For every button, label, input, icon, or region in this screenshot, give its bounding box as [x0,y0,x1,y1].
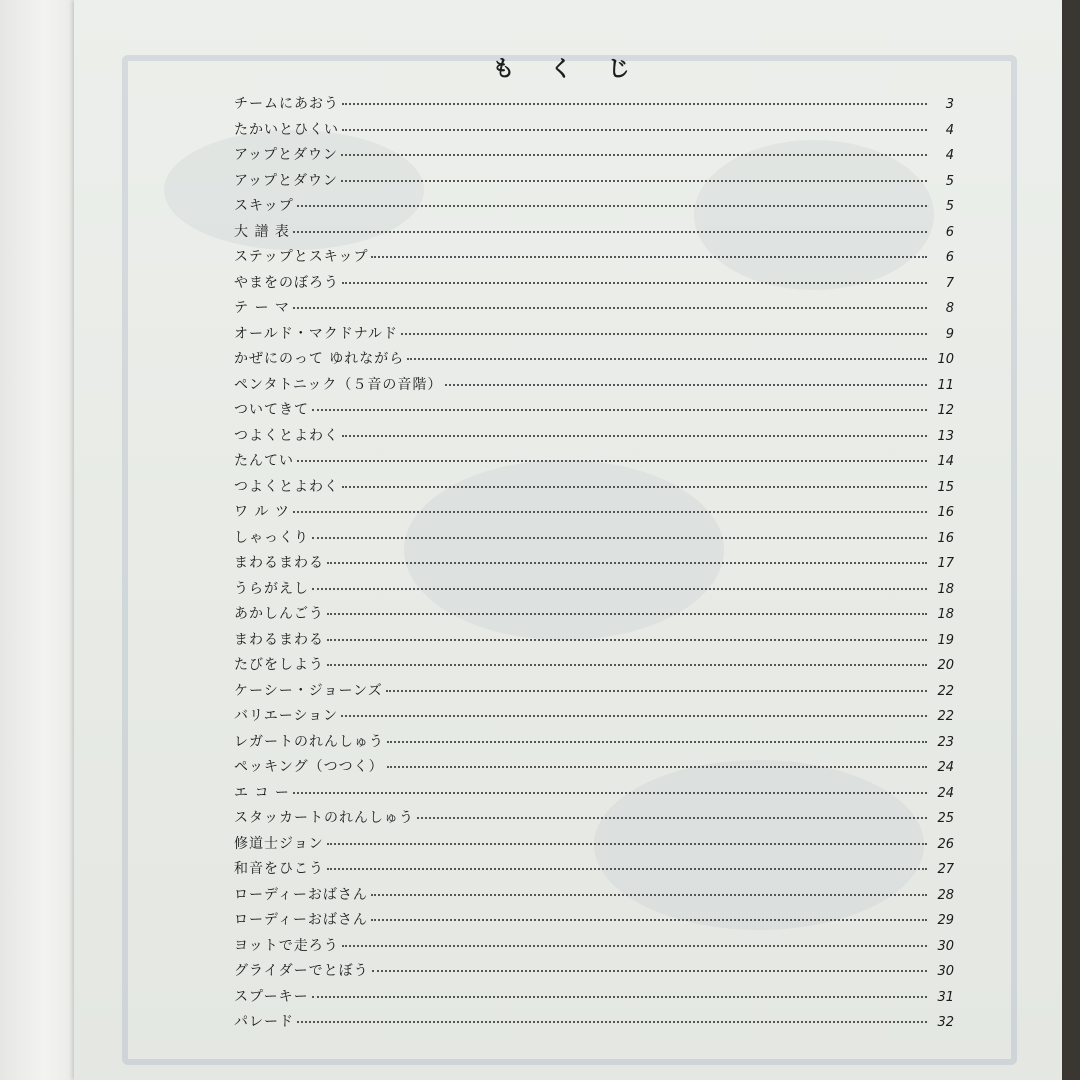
toc-entry [234,629,954,655]
toc-entry-page: 7 [945,275,954,291]
toc-entry-title: ペッキング（つつく） [234,759,384,775]
leader-dots [445,384,927,386]
leader-dots [293,307,927,309]
toc-entry-title: バリエーション [234,708,339,724]
leader-dots [342,945,927,947]
toc-entry-title: スプーキー [234,988,309,1005]
toc-entry-page: 13 [937,428,954,444]
toc-entry-page: 26 [937,836,954,852]
toc-entry-page: 9 [945,326,954,342]
toc-entry [234,756,954,782]
toc-entry-page: 5 [945,199,954,214]
toc-entry-title: ステップとスキップ [234,249,369,265]
toc-entry-page: 5 [945,173,954,189]
leader-dots [372,970,927,972]
toc-entry [234,527,954,553]
leader-dots [312,537,927,539]
leader-dots [407,358,927,360]
toc-entry-page: 24 [937,760,954,775]
toc-entry [234,170,954,196]
toc-entry-page: 28 [937,887,954,903]
toc-entry [234,782,954,808]
leader-dots [342,129,927,131]
toc-entry-page: 30 [937,964,954,979]
leader-dots [342,103,927,105]
toc-entry-title: 修道士ジョン [234,835,324,852]
toc-entry-title: レガートのれんしゅう [234,733,384,750]
toc-entry [234,501,954,527]
toc-entry [234,93,954,119]
toc-entry-page: 6 [945,250,954,265]
leader-dots [327,843,927,845]
toc-entry-title: パレード [234,1014,294,1030]
toc-entry [234,731,954,757]
toc-entry-title: アップとダウン [234,147,339,163]
leader-dots [312,996,927,998]
leader-dots [386,690,927,692]
toc-entry-title: グライダーでとぼう [234,963,369,979]
toc-entry [234,323,954,349]
toc-entry [234,374,954,400]
leader-dots [417,817,927,819]
toc-entry-page: 3 [945,97,954,112]
toc-entry-title: アップとダウン [234,172,339,189]
toc-entry-title: かぜにのって ゆれながら [234,351,405,367]
toc-entry-page: 22 [937,709,954,724]
toc-entry [234,578,954,604]
leader-dots [297,205,927,207]
toc-entry-page: 17 [937,556,954,571]
toc-entry [234,144,954,170]
toc-entry-page: 29 [937,913,954,928]
toc-entry-title: ついてきて [234,402,309,418]
toc-entry-title: 和音をひこう [234,861,324,877]
table-of-contents [234,93,954,1037]
leader-dots [297,1021,927,1023]
leader-dots [387,766,927,768]
toc-entry-page: 12 [937,403,954,418]
toc-entry-title: うらがえし [234,580,309,597]
toc-entry-title: たんてい [234,453,294,469]
toc-entry-title: エ コ ー [234,784,290,801]
toc-entry-page: 16 [937,530,954,546]
leader-dots [327,562,927,564]
toc-entry [234,680,954,706]
toc-entry-title: まわるまわる [234,555,324,571]
toc-entry-page: 23 [937,734,954,750]
toc-entry [234,348,954,374]
toc-entry [234,272,954,298]
toc-entry [234,986,954,1012]
toc-entry-title: やまをのぼろう [234,274,339,291]
toc-entry [234,399,954,425]
toc-entry-page: 19 [937,632,954,648]
toc-entry [234,807,954,833]
leader-dots [297,460,927,462]
toc-entry [234,119,954,145]
leader-dots [371,919,927,921]
leader-dots [327,664,927,666]
toc-entry [234,1011,954,1037]
leader-dots [293,792,927,794]
toc-entry-title: つよくとよわく [234,478,339,495]
page-title: も く じ [492,56,644,82]
leader-dots [401,333,927,335]
leader-dots [327,868,927,870]
toc-entry-page: 18 [937,581,954,597]
toc-entry-page: 15 [937,479,954,495]
toc-entry-page: 25 [937,811,954,826]
leader-dots [312,409,927,411]
toc-entry [234,705,954,731]
toc-entry-page: 31 [937,989,954,1005]
toc-entry-title: ワ ル ツ [234,504,290,520]
toc-entry-page: 6 [945,224,954,240]
toc-entry [234,552,954,578]
leader-dots [341,715,927,717]
leader-dots [371,256,927,258]
toc-entry [234,450,954,476]
left-page-edge [0,0,80,1080]
toc-entry-page: 4 [945,122,954,138]
toc-entry [234,297,954,323]
toc-entry-page: 20 [937,658,954,673]
toc-entry [234,425,954,451]
toc-entry [234,476,954,502]
leader-dots [293,231,927,233]
leader-dots [342,486,927,488]
toc-entry-page: 10 [937,352,954,367]
toc-entry [234,603,954,629]
toc-entry-page: 24 [937,785,954,801]
toc-entry [234,909,954,935]
toc-entry [234,195,954,221]
toc-entry [234,654,954,680]
toc-entry [234,858,954,884]
toc-entry [234,960,954,986]
toc-entry-title: ケーシー・ジョーンズ [234,682,383,699]
toc-entry-page: 22 [937,683,954,699]
leader-dots [371,894,927,896]
leader-dots [327,613,927,615]
toc-entry-title: まわるまわる [234,631,324,648]
toc-entry-title: テ ー マ [234,300,290,316]
toc-entry-page: 8 [945,301,954,316]
leader-dots [293,511,927,513]
toc-entry-title: たびをしよう [234,657,324,673]
leader-dots [387,741,927,743]
toc-entry [234,935,954,961]
toc-entry-title: たかいとひくい [234,121,339,138]
toc-entry-page: 11 [937,377,954,393]
toc-entry-page: 4 [945,148,954,163]
toc-entry-title: あかしんごう [234,606,324,622]
leader-dots [342,282,927,284]
leader-dots [341,154,927,156]
contents-page [74,0,1062,1080]
toc-entry-page: 18 [937,607,954,622]
toc-entry [234,246,954,272]
toc-entry-title: スタッカートのれんしゅう [234,810,414,826]
toc-entry-title: スキップ [234,198,294,214]
toc-entry-page: 16 [937,505,954,520]
toc-entry [234,884,954,910]
toc-entry-title: 大 譜 表 [234,223,290,240]
toc-entry-title: ヨットで走ろう [234,937,339,954]
toc-entry-title: ローディーおばさん [234,886,368,903]
toc-entry-page: 30 [937,938,954,954]
toc-entry-title: しゃっくり [234,529,309,546]
leader-dots [327,639,927,641]
leader-dots [341,180,927,182]
toc-entry-page: 32 [937,1015,954,1030]
toc-entry-title: チームにあおう [234,96,339,112]
toc-entry-title: ローディーおばさん [234,912,368,928]
leader-dots [312,588,927,590]
leader-dots [342,435,927,437]
toc-entry-title: オールド・マクドナルド [234,325,399,342]
toc-entry-page: 27 [937,862,954,877]
toc-entry [234,833,954,859]
toc-entry-title: つよくとよわく [234,427,339,444]
toc-entry-page: 14 [937,454,954,469]
toc-entry-title: ペンタトニック（５音の音階） [234,376,443,393]
toc-entry [234,221,954,247]
